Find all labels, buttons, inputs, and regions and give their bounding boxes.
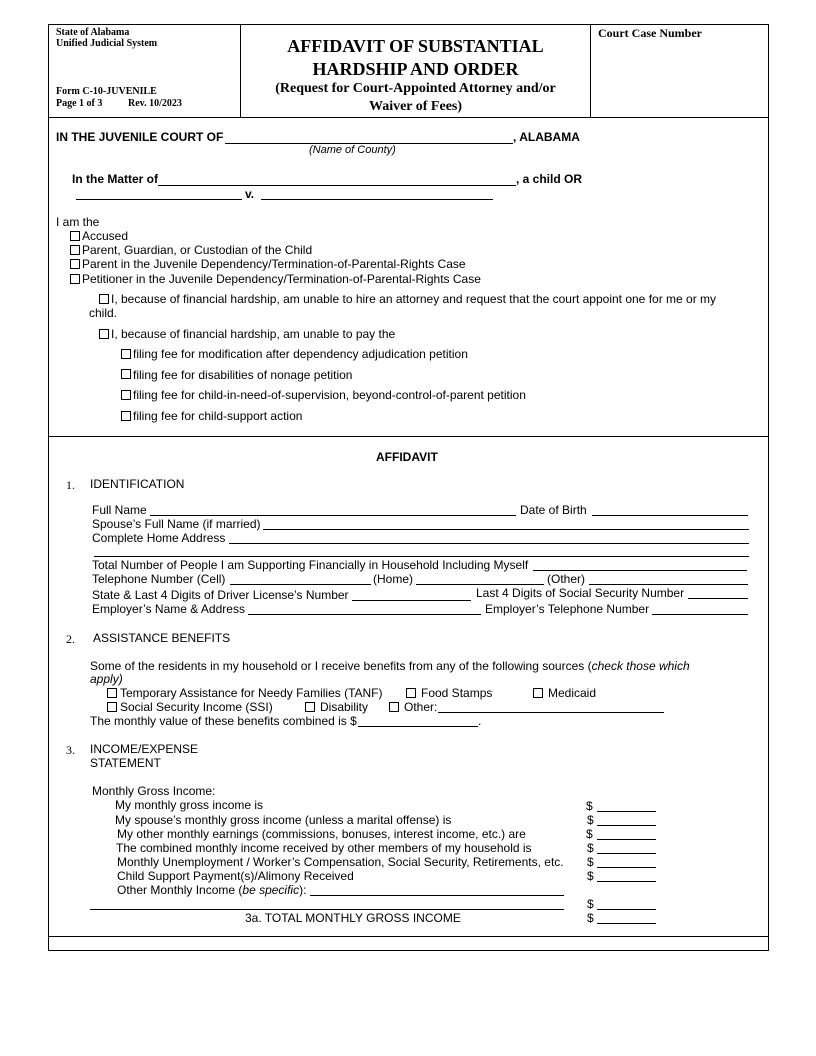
full-name-input[interactable] [150, 515, 516, 516]
employer-input[interactable] [248, 614, 481, 615]
other-income-description-input[interactable] [310, 895, 564, 896]
party-a-input[interactable] [76, 199, 242, 200]
benefits-intro-c: apply) [90, 672, 123, 686]
benefits-intro-b: check those which [591, 659, 690, 673]
phone-other-input[interactable] [589, 584, 748, 585]
other-income-label [117, 883, 306, 897]
section-rule-bottom [48, 936, 769, 937]
fee-waiver-checkbox[interactable] [99, 329, 109, 339]
fee-chins-checkbox[interactable] [121, 390, 131, 400]
income-dollar-6: $ [587, 869, 594, 883]
section-1-title: IDENTIFICATION [90, 477, 185, 491]
benefits-value-label: The monthly value of these benefits combined is $ [90, 714, 357, 728]
title-line-1: AFFIDAVIT OF SUBSTANTIAL [287, 36, 544, 56]
people-input[interactable] [533, 570, 747, 571]
other-benefit-input[interactable] [438, 712, 664, 713]
other-benefit-checkbox[interactable] [389, 702, 399, 712]
role-accused-checkbox[interactable] [70, 231, 80, 241]
state-label: State of Alabama [56, 27, 130, 38]
income-dollar-total: $ [587, 911, 594, 925]
role-parent-label: Parent, Guardian, or Custodian of the Child [82, 243, 313, 257]
food-stamps-label: Food Stamps [421, 686, 493, 700]
employer-label: Employer’s Name & Address [92, 602, 245, 616]
tanf-label: Temporary Assistance for Needy Families (TANF) [120, 686, 383, 700]
disability-checkbox[interactable] [305, 702, 315, 712]
county-hint: (Name of County) [309, 144, 396, 156]
system-label: Unified Judicial System [56, 38, 158, 49]
section-1-number: 1. [66, 478, 75, 492]
attorney-request-checkbox[interactable] [99, 294, 109, 304]
income-item-4: The combined monthly income received by other members of my household is [116, 841, 532, 855]
income-item-6: Child Support Payment(s)/Alimony Received [117, 869, 354, 883]
party-b-input[interactable] [261, 199, 493, 200]
page-label: Page 1 of 3 [56, 98, 103, 109]
phone-cell-label: Telephone Number (Cell) [92, 572, 226, 586]
spouse-label: Spouse’s Full Name (if married) [92, 517, 261, 531]
frame-top [48, 24, 769, 25]
income-amount-5[interactable] [597, 867, 656, 868]
ssn-label: Last 4 Digits of Social Security Number [476, 586, 685, 600]
income-item-3: My other monthly earnings (commissions, bonuses, interest income, etc.) are [117, 827, 526, 841]
fee-nonage-label: filing fee for disabilities of nonage petition [133, 368, 353, 382]
income-item-5: Monthly Unemployment / Worker’s Compensation, Social Security, Retirements, etc. [117, 855, 564, 869]
license-label: State & Last 4 Digits of Driver License’s Number [92, 588, 349, 602]
benefits-value-input[interactable] [358, 726, 478, 727]
income-dollar-4: $ [587, 841, 594, 855]
role-dependency-parent-checkbox[interactable] [70, 259, 80, 269]
phone-other-label: (Other) [547, 572, 586, 586]
income-dollar-2: $ [587, 813, 594, 827]
address-label: Complete Home Address [92, 531, 226, 545]
full-name-label: Full Name [92, 503, 147, 517]
ssi-checkbox[interactable] [107, 702, 117, 712]
revision-label: Rev. 10/2023 [128, 98, 182, 109]
food-stamps-checkbox[interactable] [406, 688, 416, 698]
role-intro: I am the [56, 215, 100, 229]
income-item-2: My spouse’s monthly gross income (unless a marital offense) is [115, 813, 452, 827]
ssi-label: Social Security Income (SSI) [120, 700, 273, 714]
attorney-request-line1: I, because of financial hardship, am unable to hire an attorney and request that the court appoint one for me or my [111, 292, 717, 306]
income-amount-6[interactable] [597, 881, 656, 882]
total-gross-income-label: 3a. TOTAL MONTHLY GROSS INCOME [245, 911, 461, 925]
section-3-title-line1: INCOME/EXPENSE [90, 742, 199, 756]
matter-suffix: , a child OR [516, 172, 583, 186]
address-input[interactable] [229, 543, 749, 544]
license-input[interactable] [352, 600, 471, 601]
income-dollar-5: $ [587, 855, 594, 869]
ssn-input[interactable] [688, 598, 748, 599]
medicaid-checkbox[interactable] [533, 688, 543, 698]
section-2-title: ASSISTANCE BENEFITS [93, 631, 231, 645]
income-item-1: My monthly gross income is [115, 798, 264, 812]
case-number-label: Court Case Number [598, 26, 702, 40]
income-amount-7[interactable] [597, 909, 656, 910]
affidavit-heading: AFFIDAVIT [376, 450, 438, 464]
phone-cell-input[interactable] [230, 584, 371, 585]
header-divider-2 [590, 24, 591, 118]
other-income-b: be specific [242, 883, 300, 897]
matter-prefix: In the Matter of [72, 172, 158, 186]
fee-nonage-checkbox[interactable] [121, 369, 131, 379]
fee-modification-checkbox[interactable] [121, 349, 131, 359]
role-petitioner-label: Petitioner in the Juvenile Dependency/Termination-of-Parental-Rights Case [82, 272, 481, 286]
income-amount-3[interactable] [597, 839, 656, 840]
fee-waiver-intro: I, because of financial hardship, am unable to pay the [111, 327, 396, 341]
child-name-input[interactable] [158, 185, 516, 186]
subtitle-line-2: Waiver of Fees) [368, 99, 463, 114]
total-gross-income-amount[interactable] [597, 923, 656, 924]
attorney-request-line2: child. [89, 306, 118, 320]
role-accused-label: Accused [82, 229, 129, 243]
income-dollar-1: $ [586, 799, 593, 813]
people-label: Total Number of People I am Supporting Financially in Household Including Myself [92, 558, 529, 572]
benefits-intro-a: Some of the residents in my household or I receive benefits from any of the following sources ( [90, 659, 592, 673]
role-petitioner-checkbox[interactable] [70, 274, 80, 284]
case-number-field[interactable] [594, 44, 764, 114]
subtitle-line-1: (Request for Court-Appointed Attorney and/or [275, 81, 556, 96]
versus-label: v. [245, 187, 255, 201]
frame-left [48, 24, 49, 951]
employer-phone-label: Employer’s Telephone Number [485, 602, 650, 616]
section-3-number: 3. [66, 743, 75, 757]
section-2-number: 2. [66, 632, 75, 646]
fee-child-support-checkbox[interactable] [121, 411, 131, 421]
header-bottom-rule [48, 117, 769, 118]
dob-label: Date of Birth [520, 503, 587, 517]
frame-right [768, 24, 769, 951]
role-dependency-parent-label: Parent in the Juvenile Dependency/Termination-of-Parental-Rights Case [82, 257, 466, 271]
income-dollar-3: $ [586, 827, 593, 841]
court-prefix: IN THE JUVENILE COURT OF [56, 130, 224, 144]
section-3-title-line2: STATEMENT [90, 756, 161, 770]
spouse-input[interactable] [263, 529, 749, 530]
income-amount-4[interactable] [597, 853, 656, 854]
tanf-checkbox[interactable] [107, 688, 117, 698]
address-input-line-2[interactable] [94, 556, 749, 557]
other-income-description-line-2[interactable] [90, 909, 564, 910]
fee-chins-label: filing fee for child-in-need-of-supervision, beyond-control-of-parent petition [133, 388, 526, 402]
fee-child-support-label: filing fee for child-support action [133, 409, 303, 423]
phone-home-input[interactable] [416, 584, 544, 585]
phone-home-label: (Home) [373, 572, 414, 586]
other-income-c: ): [299, 883, 307, 897]
role-parent-checkbox[interactable] [70, 245, 80, 255]
other-benefit-label: Other: [404, 700, 438, 714]
title-line-2: HARDSHIP AND ORDER [312, 59, 519, 79]
court-suffix: , ALABAMA [513, 130, 580, 144]
other-income-a: Other Monthly Income ( [117, 883, 243, 897]
form-number: Form C-10-JUVENILE [56, 86, 157, 97]
dob-input[interactable] [592, 515, 748, 516]
benefits-intro [90, 659, 690, 673]
income-dollar-7: $ [587, 897, 594, 911]
disability-label: Disability [320, 700, 369, 714]
benefits-value-period: . [478, 714, 482, 728]
medicaid-label: Medicaid [548, 686, 597, 700]
fee-modification-label: filing fee for modification after dependency adjudication petition [133, 347, 468, 361]
income-amount-2[interactable] [597, 825, 656, 826]
income-amount-1[interactable] [597, 811, 656, 812]
section-rule-affidavit [48, 436, 769, 437]
frame-bottom [48, 950, 769, 951]
employer-phone-input[interactable] [652, 614, 748, 615]
gross-income-heading: Monthly Gross Income: [92, 784, 216, 798]
